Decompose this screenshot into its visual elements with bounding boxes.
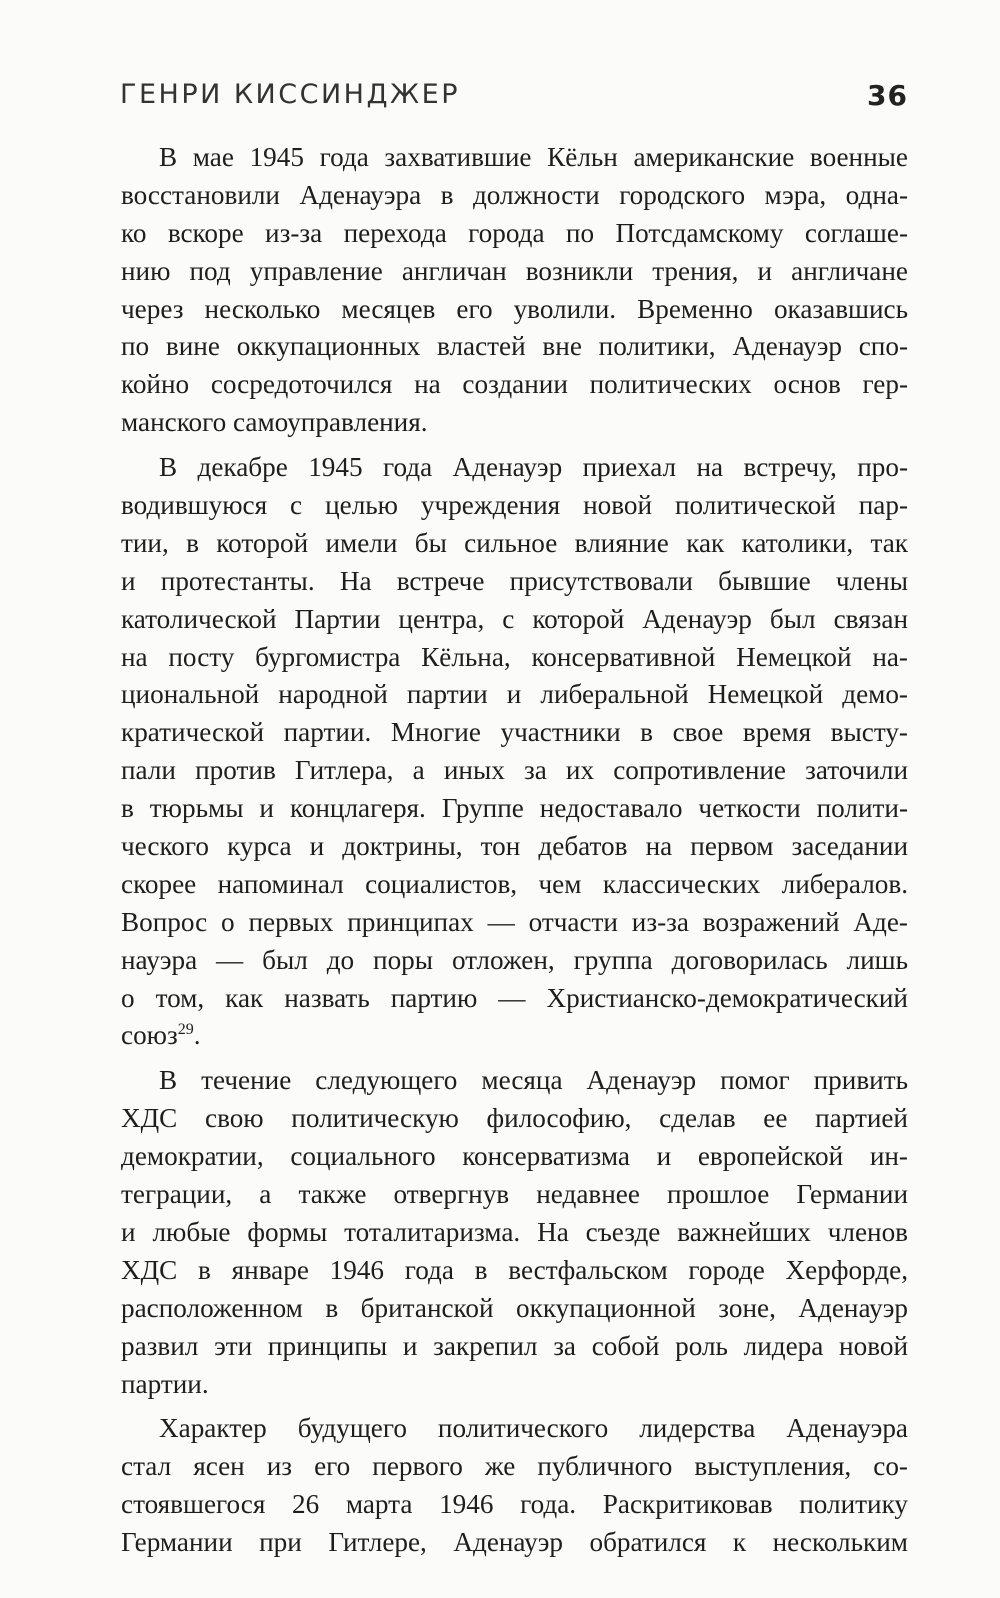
text-line: Вопрос о первых принципах — отчасти из-за возражений Аде- [121,906,908,937]
text-line: Характер будущего политического лидерства Аденауэра [159,1413,908,1444]
paragraph-1 [121,139,908,442]
footnote-ref[interactable]: 29 [177,1021,194,1039]
text-fragment: союз [121,1020,178,1051]
text-line: В мае 1945 года захватившие Кёльн американские военные [159,142,908,172]
text-line: ХДС свою политическую философию, сделав ее партией [121,1103,908,1134]
text-line: о том, как назвать партию — Христианско-демократический [121,982,908,1013]
text-line: развил эти принципы и закрепил за собой роль лидера новой [121,1330,908,1361]
text-line: через несколько месяцев его уволили. Временно оказавшись [121,293,908,324]
text-line: расположенном в британской оккупационной зоне, Аденауэр [121,1292,908,1323]
text-line: науэра — был до поры отложен, группа договорилась лишь [121,944,908,975]
text-line: восстановили Аденауэра в должности городского мэра, одна- [121,179,908,210]
text-line: В декабре 1945 года Аденауэр приехал на встречу, про- [159,452,908,483]
text-line: манского самоуправления. [121,407,428,438]
text-line: демократии, социального консерватизма и европейской ин- [121,1141,908,1172]
text-line: нию под управление англичан возникли трения, и англичане [121,255,908,286]
text-line: пали против Гитлера, а иных за их сопротивление заточили [121,755,908,786]
paragraph-3 [121,1062,908,1403]
text-line: тии, в которой имели бы сильное влияние как католики, так [121,527,908,558]
paragraph-4 [121,1410,908,1562]
text-line: католической Партии центра, с которой Аденауэр был связан [121,603,908,634]
text-line: койно сосредоточился на создании политических основ гер- [121,369,908,400]
text-line: стал ясен из его первого же публичного выступления, со- [121,1451,908,1482]
paragraph-2 [121,449,908,1055]
text-line: стоявшегося 26 марта 1946 года. Раскритиковав политику [121,1489,908,1520]
text-line: на посту бургомистра Кёльна, консервативной Немецкой на- [121,641,908,672]
text-line: в тюрьмы и концлагеря. Группе недоставало четкости полити- [121,793,908,824]
text-line: ХДС в январе 1946 года в вестфальском городе Херфорде, [121,1254,908,1285]
text-line: ческого курса и доктрины, тон дебатов на первом заседании [121,831,908,862]
text-line-last [121,1017,908,1055]
text-line: по вине оккупационных властей вне политики, Аденауэр спо- [121,331,908,362]
running-header [120,79,908,119]
text-line: циональной народной партии и либеральной Немецкой демо- [121,679,908,710]
text-line: партии. [121,1368,209,1399]
text-line: и протестанты. На встрече присутствовали бывшие члены [121,565,908,596]
text-line: и любые формы тоталитаризма. На съезде важнейших членов [121,1216,908,1247]
text-fragment: . [193,1020,201,1051]
text-line: теграции, а также отвергнув недавнее прошлое Германии [121,1179,908,1210]
body-text [121,139,908,1562]
text-line: скорее напоминал социалистов, чем классических либералов. [121,868,908,899]
text-line: кратической партии. Многие участники в свое время высту- [121,717,908,748]
text-line: В течение следующего месяца Аденауэр помог привить [159,1065,908,1096]
page-number: 36 [867,79,908,112]
author-name: ГЕНРИ КИССИНДЖЕР [120,79,460,110]
text-line: водившуюся с целью учреждения новой политической пар- [121,490,908,521]
text-line: ко вскоре из-за перехода города по Потсдамскому соглаше- [121,217,908,248]
text-line: Германии при Гитлере, Аденауэр обратился к нескольким [121,1527,908,1558]
